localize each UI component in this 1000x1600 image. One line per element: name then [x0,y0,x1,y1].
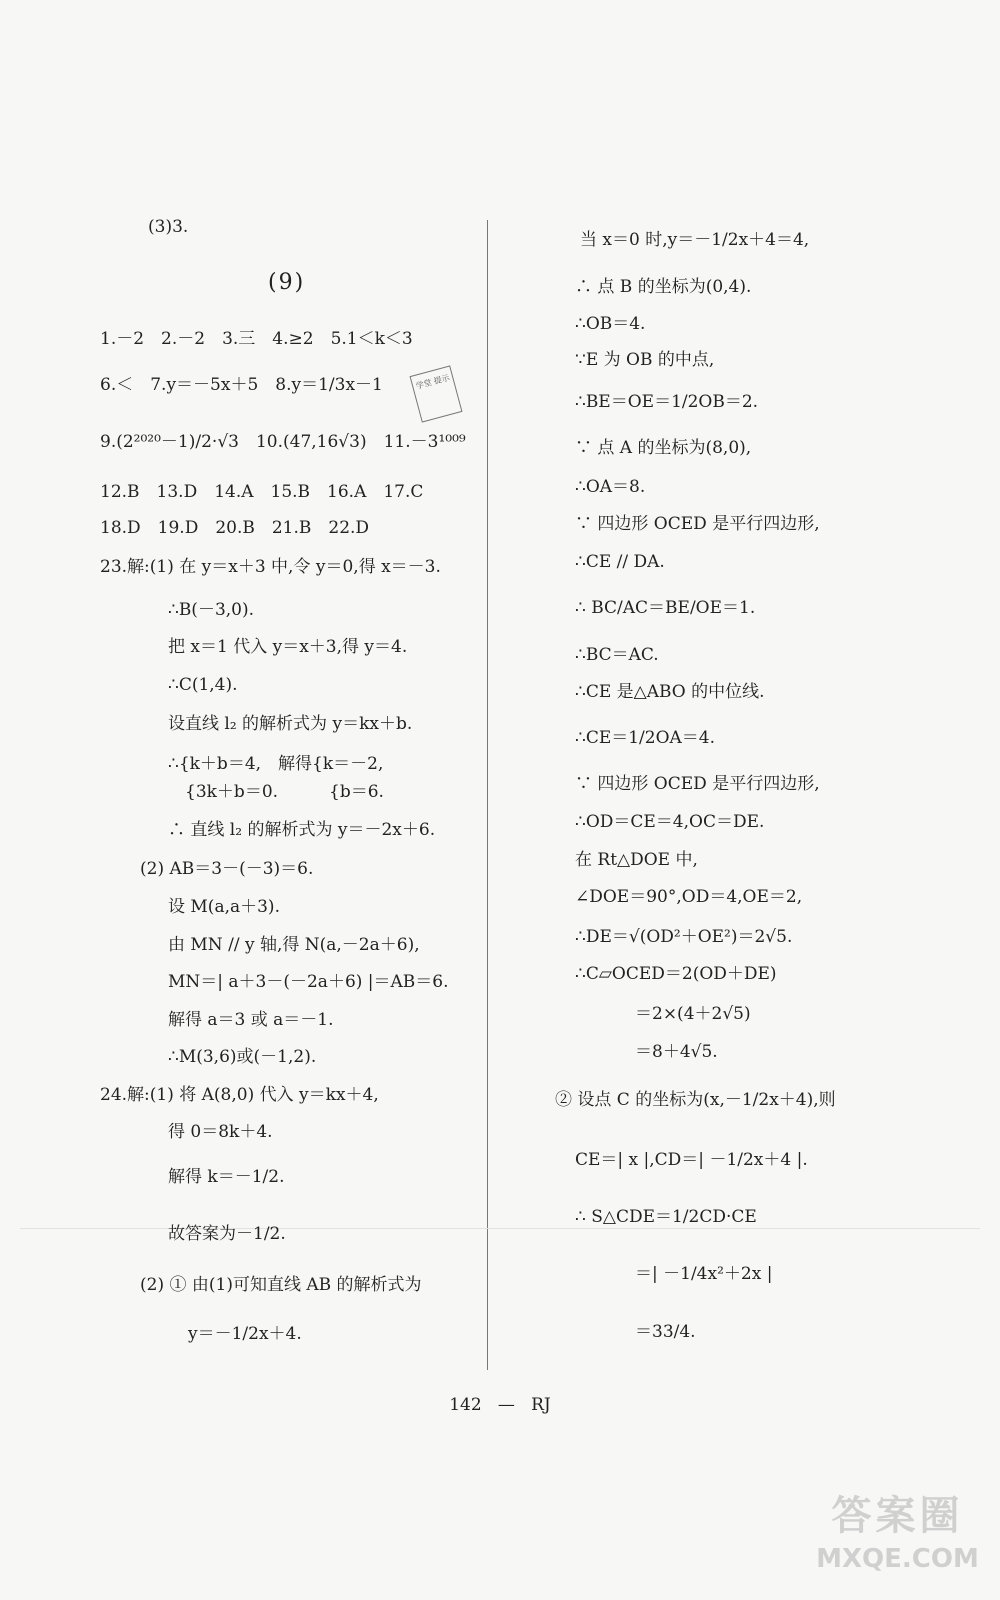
answer-line: MN＝| a＋3－(－2a＋6) |＝AB＝6. [168,972,449,992]
answer-line: ∵E 为 OB 的中点, [575,350,715,370]
answer-line: ∴ 直线 l₂ 的解析式为 y＝－2x＋6. [168,820,436,840]
edition-label: RJ [531,1395,551,1415]
answer-line: 在 Rt△DOE 中, [575,850,698,870]
answer-line: ∵ 四边形 OCED 是平行四边形, [575,514,820,534]
answer-line: ∴OA＝8. [575,477,646,497]
answer-line: ∵ 点 A 的坐标为(8,0), [575,438,752,458]
answer-line: ∴DE＝√(OD²＋OE²)＝2√5. [575,927,793,947]
answer-line: 把 x＝1 代入 y＝x＋3,得 y＝4. [168,637,408,657]
column-divider [487,220,488,1370]
watermark-logo [810,1490,985,1590]
answer-line: 解得 a＝3 或 a＝－1. [168,1010,334,1030]
answer-line: ∴CE // DA. [575,552,665,572]
answer-line: (3)3. [148,217,189,237]
answer-line: ＝2×(4＋2√5) [635,1004,751,1024]
answer-line: 24.解:(1) 将 A(8,0) 代入 y＝kx＋4, [100,1085,379,1105]
answer-line: 23.解:(1) 在 y＝x＋3 中,令 y＝0,得 x＝－3. [100,557,441,577]
answer-line: ＝8＋4√5. [635,1042,718,1062]
section-title: (9) [268,270,306,295]
footer-dash: — [497,1395,515,1415]
answer-line: {3k＋b＝0. {b＝6. [168,782,384,802]
answer-line: 18.D 19.D 20.B 21.B 22.D [100,518,370,538]
answer-line: ∴ 点 B 的坐标为(0,4). [575,277,752,297]
answer-line: ∠DOE＝90°,OD＝4,OE＝2, [575,887,803,907]
stamp-mark: 学堂 提示 [410,365,463,422]
answer-line: ∴CE 是△ABO 的中位线. [575,682,765,702]
answer-line: ＝| －1/4x²＋2x | [635,1264,773,1284]
answer-line: 6.＜ 7.y＝－5x＋5 8.y＝1/3x－1 [100,375,383,395]
answer-line: ∴C(1,4). [168,675,238,695]
answer-line: 设直线 l₂ 的解析式为 y＝kx＋b. [168,714,413,734]
answer-line: ∴ S△CDE＝1/2CD·CE [575,1207,757,1227]
answer-line: 1.－2 2.－2 3.三 4.≥2 5.1＜k＜3 [100,329,413,349]
answer-line: 当 x＝0 时,y＝－1/2x＋4＝4, [580,230,810,250]
answer-line: ∴B(－3,0). [168,600,255,620]
answer-line: y＝－1/2x＋4. [188,1324,302,1344]
answer-line: (2) ① 由(1)可知直线 AB 的解析式为 [140,1275,422,1295]
answer-line: 12.B 13.D 14.A 15.B 16.A 17.C [100,482,424,502]
watermark-url: MXQE.COM [816,1544,979,1574]
answer-line: ∴BE＝OE＝1/2OB＝2. [575,392,759,412]
scan-fold-line [20,1228,980,1229]
answer-line: ＝33/4. [635,1322,696,1342]
answer-line: 解得 k＝－1/2. [168,1167,285,1187]
answer-line: 设 M(a,a＋3). [168,897,280,917]
page-number: 142 [449,1395,482,1415]
answer-line: ∴{k＋b＝4, 解得{k＝－2, [168,754,384,774]
answer-line: 得 0＝8k＋4. [168,1122,273,1142]
page-footer [0,1395,1000,1415]
answer-line: 故答案为－1/2. [168,1224,286,1244]
answer-line: ∴M(3,6)或(－1,2). [168,1047,317,1067]
answer-line: ∴C▱OCED＝2(OD＋DE) [575,964,777,984]
answer-line: ∴BC＝AC. [575,645,659,665]
answer-line: (2) AB＝3－(－3)＝6. [140,859,314,879]
answer-line: ∴OD＝CE＝4,OC＝DE. [575,812,765,832]
answer-line: 由 MN // y 轴,得 N(a,－2a＋6), [168,935,420,955]
answer-line: ∴OB＝4. [575,314,646,334]
answer-line: 9.(2²⁰²⁰－1)/2·√3 10.(47,16√3) 11.－3¹⁰⁰⁹ [100,432,466,452]
answer-line: CE＝| x |,CD＝| －1/2x＋4 |. [575,1150,808,1170]
answer-line: ∴CE＝1/2OA＝4. [575,728,716,748]
watermark-title: 答案圈 [831,1493,964,1539]
answer-line: ② 设点 C 的坐标为(x,－1/2x＋4),则 [555,1090,836,1110]
answer-line: ∴ BC/AC＝BE/OE＝1. [575,598,756,618]
answer-line: ∵ 四边形 OCED 是平行四边形, [575,774,820,794]
